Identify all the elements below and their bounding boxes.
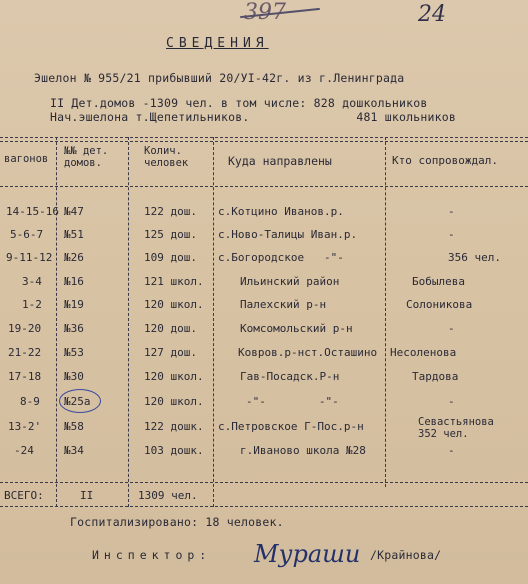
header-wagons: вагонов: [4, 153, 49, 165]
cell-escort: Севастьянова 352 чел.: [418, 416, 494, 440]
header-home: №№ дет. домов.: [64, 145, 109, 169]
cell-escort: Солоникова: [406, 298, 473, 311]
cell-destination: Гав-Посадск.Р-н: [240, 370, 340, 383]
cell-wagons: 17-18: [8, 370, 42, 383]
cell-count: 120 школ.: [144, 395, 204, 408]
cell-count: 127 дош.: [144, 346, 197, 359]
cell-wagons: 13-2': [8, 420, 42, 433]
crossed-page-number: 397: [244, 0, 286, 25]
cell-count: 109 дош.: [144, 251, 197, 264]
cell-home: №19: [64, 298, 84, 311]
total-homes: II: [80, 489, 94, 502]
document-title: СВЕДЕНИЯ: [166, 36, 269, 51]
table-total-rule: [0, 506, 528, 507]
cell-escort: -: [448, 395, 455, 408]
inspector-name: /Крайнова/: [370, 548, 442, 562]
page-number: 24: [418, 2, 446, 27]
cell-destination: г.Иваново школа №28: [240, 444, 366, 457]
chief-line: Нач.эшелона т.Щепетильников. 481 школьников: [50, 110, 457, 124]
inspector-label: Инспектор:: [92, 548, 212, 562]
table-top-rule: [0, 137, 528, 138]
cell-wagons: 1-2: [22, 298, 42, 311]
cell-escort: -: [448, 444, 455, 457]
col-divider-2: [128, 137, 129, 507]
hospitalized-line: Госпитализировано: 18 человек.: [70, 515, 284, 529]
cell-escort: Бобылева: [412, 275, 465, 288]
cell-escort: Тардова: [412, 370, 459, 383]
cell-wagons: 19-20: [8, 322, 42, 335]
table-header-rule: [0, 186, 528, 187]
cell-wagons: -24: [14, 444, 34, 457]
cell-wagons: 14-15-16: [6, 205, 59, 218]
cell-destination: с.Ново-Талицы Иван.р.: [218, 228, 358, 241]
table-bottom-rule: [0, 482, 528, 483]
cell-count: 120 дош.: [144, 322, 197, 335]
header-count: Колич. человек: [144, 145, 189, 169]
cell-home: №53: [64, 346, 84, 359]
col-divider-1: [56, 137, 57, 507]
cell-count: 120 школ.: [144, 298, 204, 311]
cell-home: №16: [64, 275, 84, 288]
cell-count: 122 дош.: [144, 205, 197, 218]
cell-home: №58: [64, 420, 84, 433]
cell-wagons: 3-4: [22, 275, 42, 288]
cell-destination: с.Богородское -"-: [218, 251, 344, 264]
cell-home: №47: [64, 205, 84, 218]
cell-count: 103 дошк.: [144, 444, 204, 457]
cell-escort: -: [448, 228, 455, 241]
home-circle-mark: [59, 389, 101, 413]
col-divider-4: [385, 137, 386, 487]
cell-home: №34: [64, 444, 84, 457]
col-divider-3: [213, 137, 214, 507]
cell-home: №36: [64, 322, 84, 335]
cell-count: 120 школ.: [144, 370, 204, 383]
cell-destination: Комсомольский р-н: [240, 322, 353, 335]
homes-line: II Дет.домов -1309 чел. в том числе: 828 дошкольников: [50, 96, 428, 110]
cell-home: №30: [64, 370, 84, 383]
table-top-rule-2: [0, 141, 528, 142]
signature: Мураши: [254, 540, 361, 568]
cell-wagons: 9-11-12: [6, 251, 53, 264]
cell-destination: -"- -"-: [246, 395, 339, 408]
cell-escort: -: [448, 205, 455, 218]
cell-home: №26: [64, 251, 84, 264]
total-label: ВСЕГО:: [4, 489, 44, 502]
cell-escort: -: [448, 322, 455, 335]
cell-destination: с.Петровское Г-Пос.р-н: [218, 420, 364, 433]
cell-wagons: 21-22: [8, 346, 42, 359]
cell-destination: с.Котцино Иванов.р.: [218, 205, 344, 218]
header-escort: Кто сопровождал.: [392, 154, 498, 167]
cell-destination: Палехский р-н: [240, 298, 327, 311]
cell-wagons: 8-9: [20, 395, 40, 408]
cell-home: №51: [64, 228, 84, 241]
cell-count: 122 дошк.: [144, 420, 204, 433]
header-destination: Куда направлены: [228, 154, 332, 168]
cell-wagons: 5-6-7: [10, 228, 44, 241]
cell-escort: Несоленова: [390, 346, 457, 359]
cell-count: 121 школ.: [144, 275, 204, 288]
cell-home: №25а: [64, 395, 91, 408]
cell-destination: Ильинский район: [240, 275, 340, 288]
echelon-line: Эшелон № 955/21 прибывший 20/УI-42г. из г.Ленинграда: [34, 71, 405, 85]
cell-count: 125 дош.: [144, 228, 197, 241]
cell-escort: 356 чел.: [448, 251, 501, 264]
total-count: 1309 чел.: [138, 489, 198, 502]
cell-destination: Ковров.р-нст.Осташино: [238, 346, 378, 359]
